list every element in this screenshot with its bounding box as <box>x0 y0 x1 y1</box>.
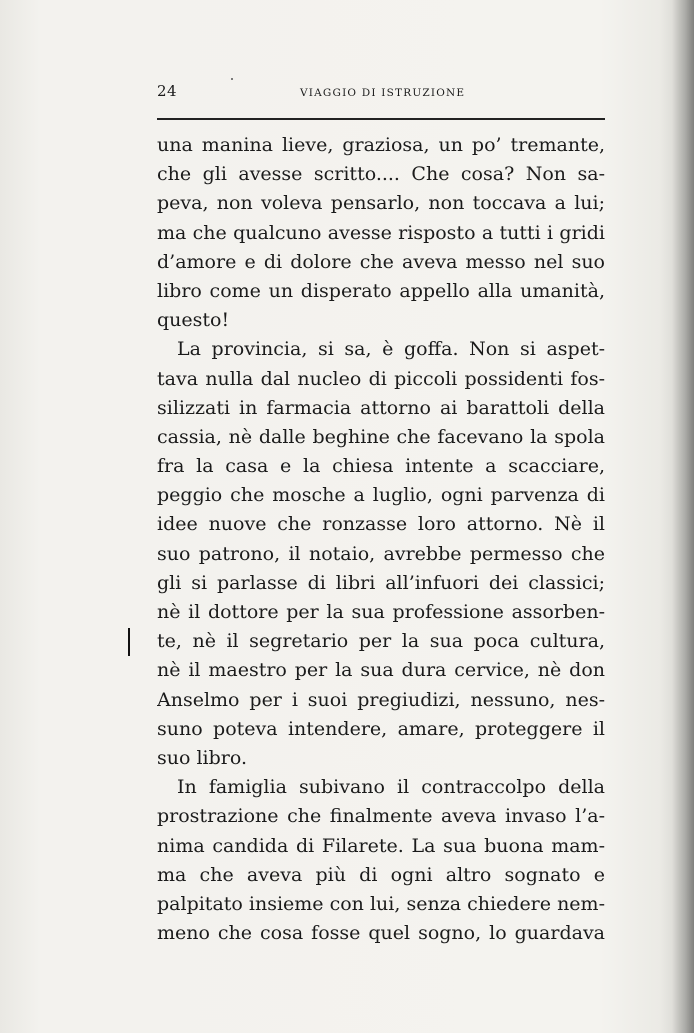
text-line: suno poteva intendere, amare, proteggere il <box>157 717 605 740</box>
header-rule <box>157 118 605 120</box>
page-header <box>157 82 605 104</box>
page-number: 24 <box>157 82 178 100</box>
margin-pencil-mark <box>128 628 130 656</box>
text-line: d’amore e di dolore che aveva messo nel suo <box>157 250 605 273</box>
text-line: Anselmo per i suoi pregiudizi, nessuno, nes- <box>157 688 605 711</box>
text-line: te, nè il segretario per la sua poca cultura, <box>157 630 605 653</box>
text-line: ma che qualcuno avesse risposto a tutti i gridi <box>157 221 605 244</box>
text-line: suo libro. <box>157 746 248 769</box>
text-line: idee nuove che ronzasse loro attorno. Nè il <box>157 513 605 536</box>
text-line: suo patrono, il notaio, avrebbe permesso che <box>157 542 605 565</box>
text-line: cassia, nè dalle beghine che facevano la spola <box>157 425 605 448</box>
text-line: una manina lieve, graziosa, un po’ tremante, <box>157 134 605 156</box>
text-line: fra la casa e la chiesa intente a scacciare, <box>157 455 605 478</box>
text-line: In famiglia subivano il contraccolpo della <box>177 776 605 799</box>
text-line: La provincia, si sa, è goffa. Non si aspet- <box>177 338 605 361</box>
text-line: ma che aveva più di ogni altro sognato e <box>157 863 605 886</box>
text-line: nè il dottore per la sua professione assorben- <box>157 601 605 623</box>
text-line: libro come un disperato appello alla umanità, <box>157 279 605 302</box>
text-line: peva, non voleva pensarlo, non toccava a lui; <box>157 192 605 215</box>
print-speck <box>231 78 233 80</box>
page-edge-shadow <box>672 0 694 1033</box>
text-line: questo! <box>157 309 230 332</box>
text-line: prostrazione che finalmente aveva invaso l’a- <box>157 805 605 828</box>
text-line: meno che cosa fosse quel sogno, lo guardava <box>157 922 605 945</box>
text-line: silizzati in farmacia attorno ai barattoli della <box>157 396 605 419</box>
text-line: gli si parlasse di libri all’infuori dei classici; <box>157 571 605 594</box>
running-title: VIAGGIO DI ISTRUZIONE <box>300 87 466 99</box>
body-text <box>157 131 605 948</box>
text-line: che gli avesse scritto.... Che cosa? Non sa- <box>157 163 605 186</box>
text-line: palpitato insieme con lui, senza chiedere nem- <box>157 892 605 915</box>
text-line: tava nulla dal nucleo di piccoli possidenti fos- <box>157 367 605 390</box>
text-line: nè il maestro per la sua dura cervice, nè don <box>157 659 605 682</box>
text-line: nima candida di Filarete. La sua buona mam- <box>157 834 605 857</box>
text-line: peggio che mosche a luglio, ogni parvenza di <box>157 484 605 507</box>
